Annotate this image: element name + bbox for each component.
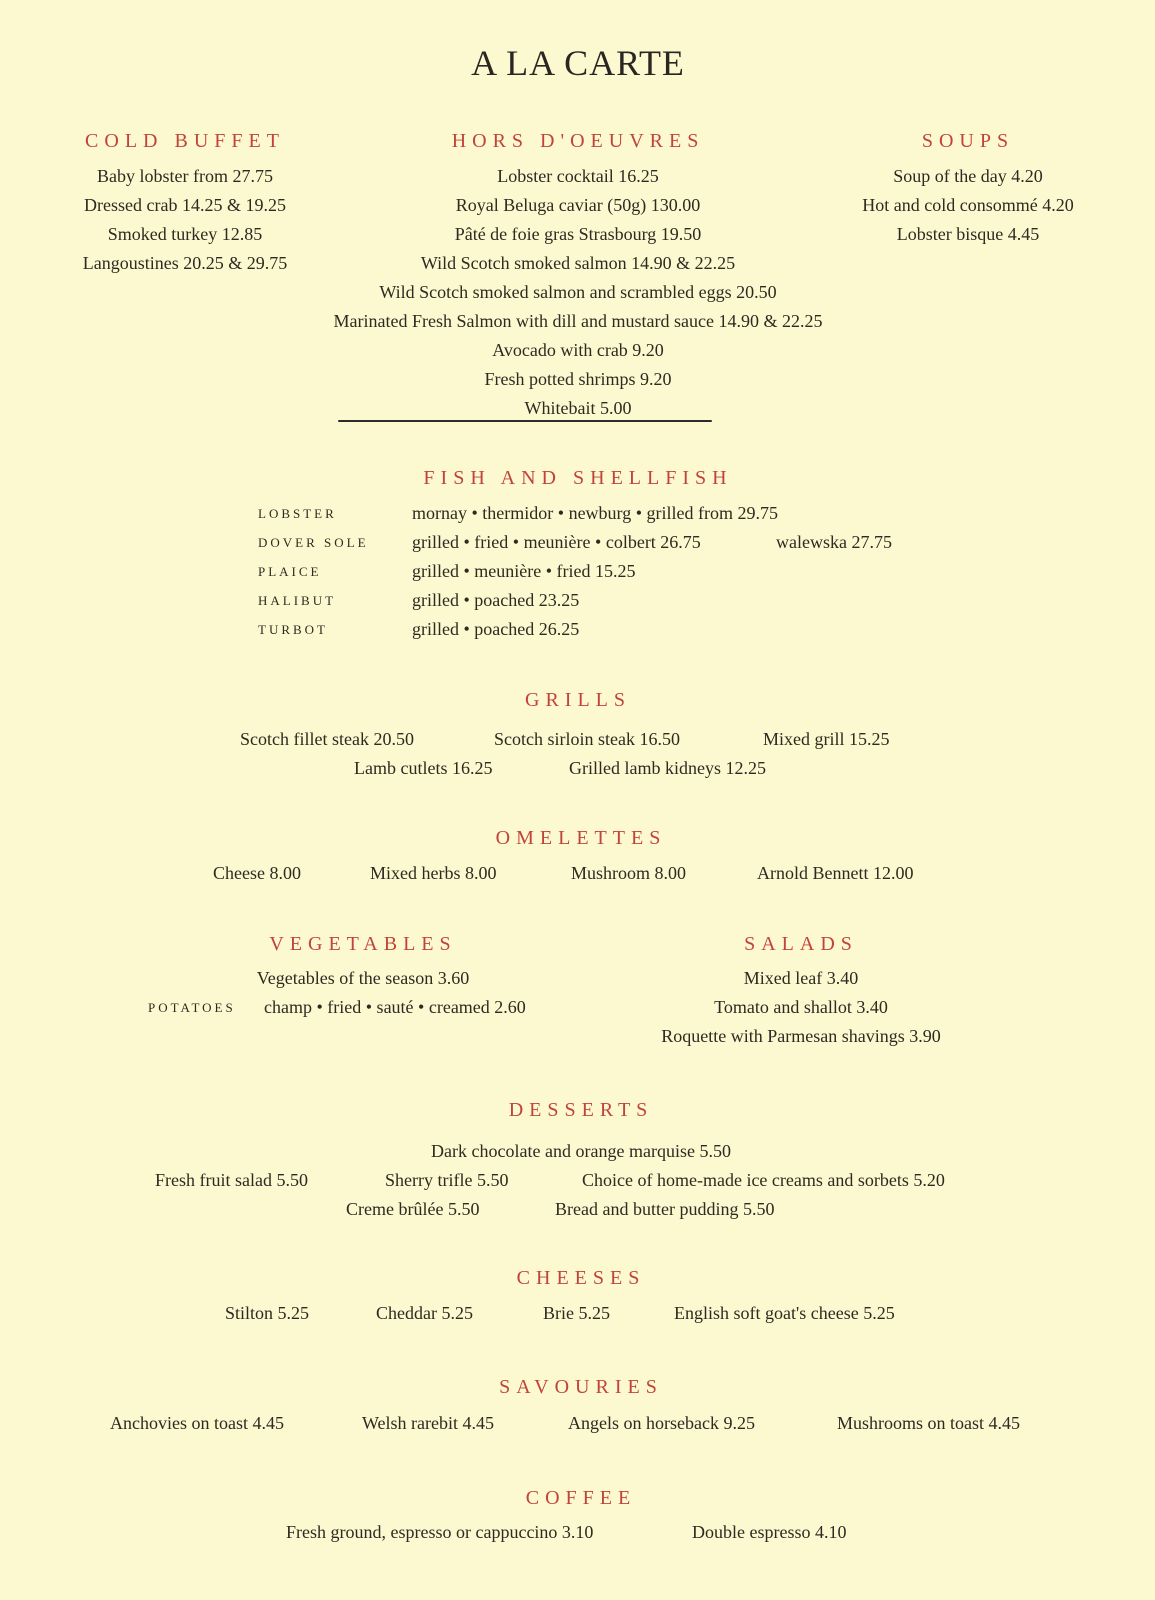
fish-label: PLAICE	[258, 564, 322, 579]
menu-item: English soft goat's cheese 5.25	[674, 1303, 895, 1323]
salads-heading: SALADS	[744, 933, 858, 955]
menu-item: Avocado with crab 9.20	[492, 340, 664, 360]
menu-item: Fresh fruit salad 5.50	[155, 1170, 308, 1190]
menu-item: Stilton 5.25	[225, 1303, 310, 1323]
menu-item: Baby lobster from 27.75	[97, 166, 273, 186]
savouries-heading: SAVOURIES	[499, 1376, 663, 1398]
menu-item: mornay • thermidor • newburg • grilled from 29.75	[412, 503, 779, 523]
fish-label: LOBSTER	[258, 506, 337, 521]
omelettes-heading: OMELETTES	[495, 827, 667, 849]
menu-item: grilled • meunière • fried 15.25	[412, 561, 636, 581]
menu-item: Hot and cold consommé 4.20	[862, 195, 1074, 215]
menu-item: Vegetables of the season 3.60	[256, 968, 470, 988]
menu-item: Choice of home-made ice creams and sorbets 5.20	[582, 1170, 945, 1190]
menu-item: Wild Scotch smoked salmon 14.90 & 22.25	[420, 253, 736, 273]
fish-label: DOVER SOLE	[258, 535, 369, 550]
menu-item: Marinated Fresh Salmon with dill and mustard sauce 14.90 & 22.25	[333, 311, 823, 331]
menu-item: Creme brûlée 5.50	[346, 1199, 480, 1219]
menu-item: Grilled lamb kidneys 12.25	[569, 758, 766, 778]
menu-item: Double espresso 4.10	[692, 1522, 847, 1542]
menu-item: Mushroom 8.00	[571, 863, 687, 883]
coffee-heading: COFFEE	[525, 1487, 637, 1509]
cheeses-heading: CHEESES	[516, 1267, 646, 1289]
menu-item: Cheddar 5.25	[376, 1303, 473, 1323]
menu-item: Lamb cutlets 16.25	[354, 758, 493, 778]
menu-item: Sherry trifle 5.50	[385, 1170, 509, 1190]
menu-item: Mixed herbs 8.00	[370, 863, 497, 883]
desserts-heading: DESSERTS	[508, 1099, 654, 1121]
menu-item: Dressed crab 14.25 & 19.25	[84, 195, 286, 215]
hors-doeuvres-heading: HORS D'OEUVRES	[451, 130, 705, 152]
menu-item: Welsh rarebit 4.45	[362, 1413, 495, 1433]
menu-item: Whitebait 5.00	[524, 398, 632, 418]
menu-item: Pâté de foie gras Strasbourg 19.50	[454, 224, 702, 244]
section-divider	[338, 420, 712, 422]
grills-heading: GRILLS	[525, 689, 631, 711]
menu-item: champ • fried • sauté • creamed 2.60	[264, 997, 526, 1017]
cold-buffet-heading: COLD BUFFET	[85, 130, 285, 152]
menu-item: Roquette with Parmesan shavings 3.90	[661, 1026, 941, 1046]
menu-item: Smoked turkey 12.85	[107, 224, 263, 244]
menu-item: Dark chocolate and orange marquise 5.50	[431, 1141, 731, 1161]
menu-item: Fresh ground, espresso or cappuccino 3.10	[286, 1522, 594, 1542]
menu-item: Mixed leaf 3.40	[743, 968, 859, 988]
menu-item: Scotch fillet steak 20.50	[240, 729, 414, 749]
fish-label: HALIBUT	[258, 593, 337, 608]
soups-heading: SOUPS	[921, 130, 1015, 152]
menu-item: Anchovies on toast 4.45	[110, 1413, 284, 1433]
menu-item: grilled • poached 23.25	[412, 590, 580, 610]
menu-item: Cheese 8.00	[213, 863, 301, 883]
page-title: A LA CARTE	[471, 43, 685, 83]
menu-item: Arnold Bennett 12.00	[757, 863, 914, 883]
menu-item: Angels on horseback 9.25	[568, 1413, 755, 1433]
menu-item: Royal Beluga caviar (50g) 130.00	[455, 195, 701, 215]
menu-item: Fresh potted shrimps 9.20	[484, 369, 672, 389]
menu-item: Tomato and shallot 3.40	[714, 997, 888, 1017]
vegetables-heading: VEGETABLES	[269, 933, 457, 955]
potatoes-label: POTATOES	[148, 1000, 236, 1015]
menu-item: Wild Scotch smoked salmon and scrambled eggs 20.50	[379, 282, 777, 302]
menu-item: walewska 27.75	[776, 532, 892, 552]
menu-item: grilled • poached 26.25	[412, 619, 580, 639]
fish-heading: FISH AND SHELLFISH	[423, 467, 733, 489]
menu-item: Soup of the day 4.20	[893, 166, 1043, 186]
menu-item: Lobster cocktail 16.25	[497, 166, 659, 186]
menu-item: Mushrooms on toast 4.45	[837, 1413, 1021, 1433]
menu-item: Bread and butter pudding 5.50	[555, 1199, 775, 1219]
menu-item: Scotch sirloin steak 16.50	[494, 729, 680, 749]
menu-item: Langoustines 20.25 & 29.75	[82, 253, 288, 273]
menu-item: Mixed grill 15.25	[763, 729, 890, 749]
menu-item: grilled • fried • meunière • colbert 26.75	[412, 532, 701, 552]
menu-item: Brie 5.25	[543, 1303, 610, 1323]
menu-item: Lobster bisque 4.45	[896, 224, 1040, 244]
fish-label: TURBOT	[258, 622, 328, 637]
